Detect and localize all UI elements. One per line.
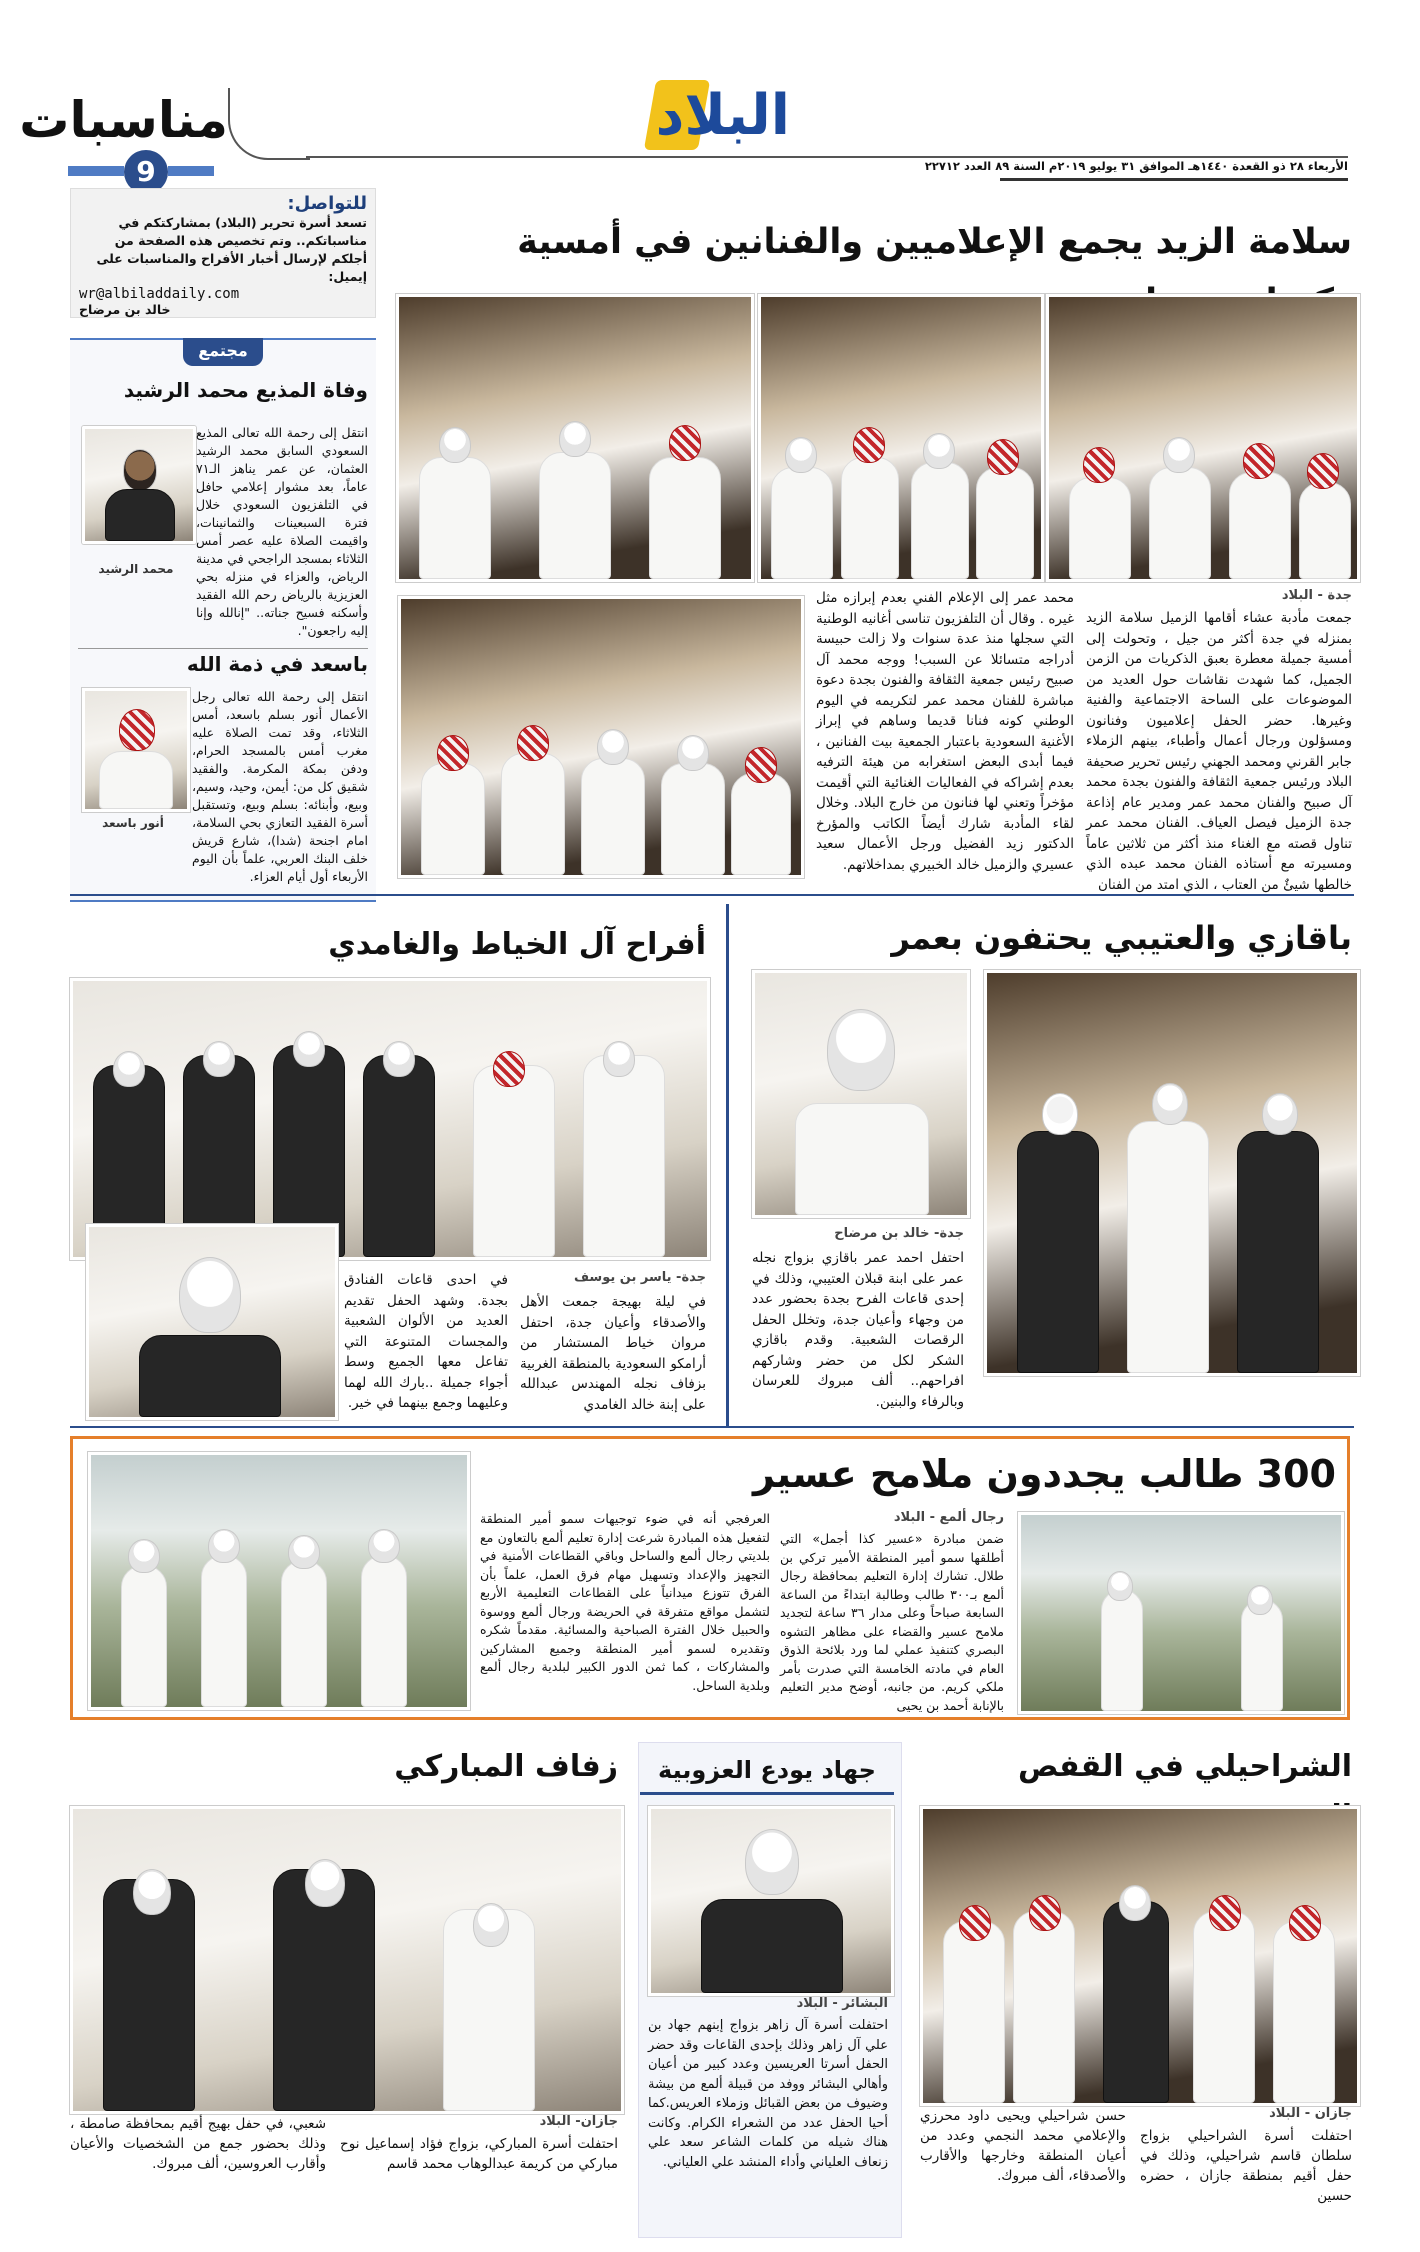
story5-col2: حسن شراحيلي ويحيى داود محرزي والإعلامي محمد النجمي وعدد من أعيان المنطقة وخارجها والأقارب والأصدقاء، ألف مبروك.	[920, 2108, 1126, 2184]
story4-photo-group	[88, 1452, 470, 1710]
story5-headline: الشراحيلي في القفص	[1017, 1749, 1352, 1784]
story1-byline: جدة - البلاد	[1281, 588, 1352, 603]
story4-byline: رجال ألمع - البلاد	[893, 1510, 1004, 1525]
obit2-photo-caption: أنور باسعد	[102, 816, 164, 830]
story2-photo-groom	[752, 970, 970, 1218]
center-divider	[726, 904, 729, 1426]
story4-col1: ضمن مبادرة «عسير كذا أجمل» التي أطلقها سمو أمير المنطقة الأمير تركي بن طلال. تشارك إدارة التعليم بمحافظة رجال ألمع بـ٣٠٠ طالب وطالبة ابتداءً من الساعة السابعة صباحاً وعلى مدار ٣٦ ساعة لتجديد ملامح عسير والقضاء على مظاهر التشوه البصري كتنفيذ عملي لما ورد بلائحة الذوق العام في مادته الخامسة التي صدرت بأمر ملكي كريم. من جانبه، أوضح مدير التعليم بالإنابة أحمد بن يحيى	[780, 1531, 1004, 1713]
story6-photo	[648, 1806, 894, 1996]
obit1-title: وفاة المذيع محمد الرشيد	[123, 378, 368, 402]
contact-name: خالد بن مرضاح	[79, 302, 171, 317]
obit1-photo	[82, 426, 196, 544]
story1-photo-3	[396, 294, 754, 582]
story1-photo-2	[758, 294, 1044, 582]
contact-email[interactable]: wr@albiladdaily.com	[79, 286, 240, 302]
obit2-title: باسعد في ذمة الله	[186, 652, 368, 676]
story4-photo-cleaning	[1018, 1512, 1344, 1714]
obit1-photo-caption: محمد الرشيد	[98, 562, 174, 576]
story5-col1: احتفلت أسرة الشراحيلي بزواج سلطان قاسم شراحيلي، وذلك في حفل أقيم بمنطقة جازان ، حضره حسين	[1140, 2128, 1352, 2204]
page-number-badge: 9	[124, 150, 168, 194]
story2-text: احتفل احمد عمر باقازي بزواج نجله عمر على ابنة قبلان العتيبي، وذلك في إحدى قاعات الفرح بجدة بحضور عدد من وجهاء وأعيان جدة، وتخلل الحفل الرقصات الشعبية. وقدم باقازي الشكر لكل من حضر وشاركهم افراحهم.. ألف مبروك للعرسان وبالرفاء والبنين.	[752, 1250, 964, 1410]
masthead-bar-right	[168, 166, 214, 176]
story1-col1: جمعت مأدبة عشاء أقامها الزميل سلامة الزيد بمنزله في جدة أكثر من جيل ، وتحولت إلى أمسية جميلة معطرة بعبق الذكريات من الزمن الجميل، كما شهدت نقاشات حول العديد من الموضوعات على الساحة الاجتماعية والفنية وغيرها. حضر الحفل إعلاميون وفنانون ومسؤلون ورجال أعمال وأطباء، بينهم الزملاء جابر القرني ومحمد الجهني رئيس تحرير صحيفة البلاد ورئيس جمعية الثقافة والفنون بجدة محمد آل صبيح والفنان محمد عمر ومدير عام إذاعة جدة الزميل فيصل العياف. الفنان محمد عمر تناول قصته مع الغناء منذ أكثر من ثلاثين عاماً ومسيرته مع أستاذه الفنان محمد عبده الذي خالطها شيئٌ من العتاب ، الذي امتد من الفنان	[1086, 610, 1352, 893]
date-line: الأربعاء ٢٨ ذو القعدة ١٤٤٠هـ الموافق ٣١ يوليو ٢٠١٩م السنة ٨٩ العدد ٢٢٧١٢	[924, 159, 1348, 173]
contact-box	[70, 188, 376, 318]
story1-headline: سلامة الزيد يجمع الإعلاميين والفنانين في أمسية	[517, 222, 1352, 262]
newspaper-logo	[650, 76, 790, 156]
story7-headline: زفاف المباركي	[394, 1749, 618, 1784]
story7-col1: احتفلت أسرة المباركي، بزواج فؤاد إسماعيل نوح مباركي من كريمة عبدالوهاب محمد قاسم	[340, 2136, 618, 2172]
masthead-bar-left	[68, 166, 124, 176]
community-divider	[78, 648, 368, 649]
story2-photo-couple	[984, 970, 1360, 1376]
section-title: مناسبات	[19, 91, 228, 149]
masthead-curve	[228, 88, 310, 160]
community-column	[70, 338, 376, 902]
obit2-text: انتقل إلى رحمة الله تعالى رجل الأعمال أنور بسلم باسعد، أمس الثلاثاء، وقد تمت الصلاة عليه مغرب أمس بالمسجد الحرام، ودفن بمكة المكرمة. والفقيد شقيق كل من: أيمن، وحيد، وسيم، وبيع، وأبنائه: بسلم وبيع، وتستقبل أسرة الفقيد التعازي بحي السلامة، امام اجنحة (شدا)، شارع قريش خلف البنك العربي، علماً بأن اليوم الأربعاء أول أيام العزاء.	[192, 689, 368, 884]
story7-col2: شعبي، في حفل بهيج أقيم بمحافظة صامطة ، وذلك بحضور جمع من الشخصيات والأعيان وأقارب العروسين، ألف مبروك.	[70, 2116, 326, 2172]
story3-photo-group	[70, 978, 710, 1260]
date-underline	[1000, 178, 1348, 181]
story3-photo-groom	[86, 1224, 338, 1420]
community-tag: مجتمع	[183, 338, 263, 366]
story1-photo-1	[1046, 294, 1360, 582]
story5-byline: جازان - البلاد	[1269, 2106, 1352, 2121]
story1-col2: محمد عمر إلى الإعلام الفني بعدم إبرازه مثل غيره . وقال أن التلفزيون تناسى أغانيه الوطنية التي سجلها منذ عدة سنوات ولا زالت حبيسة أدراجه متسائلا عن السبب! ووجه محمد آل صبيح رئيس جمعية الثقافة والفنون بجدة دعوة مباشرة للفنان محمد عمر لتكريمه في اليوم الوطني كونه فنانا قديما وساهم في إبراز الأغنية السعودية باعتبار الجمعية بيت الفنانين ، فيما أبدى البعض استغرابه من هيئة الترفيه بعدم إشراكه في الفعاليات الغنائية التي أقيمت مؤخراً وتعني لها فنانون من خارج البلاد. وخلال لقاء المأدبة شارك أيضاً الكاتب والمؤرخ الدكتور زيد الفضيل ورجل الأعمال سعيد عسيري والزميل خالد الخبيري بمداخلاتهم.	[816, 590, 1074, 873]
story4-col2: العرفجي أنه في ضوء توجيهات سمو أمير المنطقة لتفعيل هذه المبادرة شرعت إدارة تعليم ألمع بالتعاون مع بلديتي رجال ألمع والساحل وباقي القطاعات الأمنية في التجهيز والإعداد وتسهيل مهام فرق العمل، علماً بأن الفرق تتوزع ميدانياً على القطاعات التعليمية الأربع لتشمل مواقع متفرقة في الحريضة ورجال ألمع ووسوة والحبيل خلال الفترة الصباحية والمسائية. مقدماً شكره وتقديره لسمو أمير المنطقة وجميع المشاركين والمشاركات ، كما ثمن الدور الكبير لبلدية رجال ألمع وبلدية الساحل.	[480, 1511, 770, 1693]
logo-text: البلاد	[655, 83, 790, 148]
story3-headline: أفراح آل الخياط والغامدي	[328, 927, 706, 962]
story2-headline: باقازي والعتيبي يحتفون بعمر	[891, 919, 1352, 957]
story1-bottom-rule	[70, 894, 1354, 896]
story4-headline: 300 طالب يجددون ملامح عسير	[752, 1452, 1336, 1496]
story3-col1: في ليلة بهيجة جمعت الأهل والأصدقاء وأعيان جدة، احتفل مروان خياط المستشار من أرامكو السعودية بالمنطقة الغربية بزفاف نجله المهندس عبدالله على إبنة خالد الغامدي	[520, 1294, 706, 1413]
obit2-photo	[82, 688, 190, 812]
story5-photo	[920, 1806, 1360, 2106]
story2-byline: جدة- خالد بن مرضاح	[834, 1226, 964, 1241]
story3-byline: جدة- ياسر بن يوسف	[573, 1270, 706, 1285]
story6-byline: البشائر - البلاد	[796, 1996, 888, 2011]
story1-photo-4	[398, 596, 804, 878]
story7-photo	[70, 1806, 624, 2114]
obit1-text: انتقل إلى رحمة الله تعالى المذيع السعودي السابق محمد الرشيد العثمان، عن عمر يناهز الـ٧١ عاماً، بعد مشوار إعلامي حافل في التلفزيون السعودي خلال فترة السبعينات والثمانينات، واقيمت الصلاة عليه عصر أمس الثلاثاء بمسجد الراجحي في مدينة الرياض، والعزاء في منزله بحي العزيزية بالرياض رحم الله الفقيد وأسكنه فسيح جناته.. "إنالله وإنا إليه راجعون".	[196, 425, 368, 638]
story6-text: احتفلت أسرة آل زاهر بزواج إبنهم جهاد بن علي آل زاهر وذلك بإحدى القاعات وقد حضر الحفل أسرتا العريسين وعدد كبير من أعيان وأهالي البشائر ووفد من قبيلة ألمع من بيشة وضيوف من بعض القبائل وزملاء العريس.كما أحيا الحفل عدد من الشعراء الكرام. وكانت هناك شيله من كلمات الشاعر سعد علي زنعاف العلياني وأداء المنشد علي العلياني.	[648, 2018, 888, 2170]
story7-byline: جازان- البلاد	[539, 2114, 618, 2129]
obit1-text-tail	[78, 594, 368, 624]
contact-text: تسعد أسرة تحرير (البلاد) بمشاركتكم في مناسباتكم.. وتم تخصيص هذه الصفحة من أجلكم لإرسال أخبار الأفراح والمناسبات على إيميل:	[96, 215, 367, 284]
story3-bottom-rule	[70, 1426, 1354, 1428]
story3-col2: في احدى قاعات الفنادق بجدة. وشهد الحفل تقديم العديد من الألوان الشعبية والمجسات المتنوعة التي تفاعل معها الجميع وسط أجواء جميلة ..بارك الله لهما وعليهما وجمع بينهما في خير.	[344, 1272, 508, 1411]
contact-title: للتواصل:	[287, 193, 367, 214]
story6-headline: جهاد يودع العزوبية	[640, 1748, 894, 1795]
